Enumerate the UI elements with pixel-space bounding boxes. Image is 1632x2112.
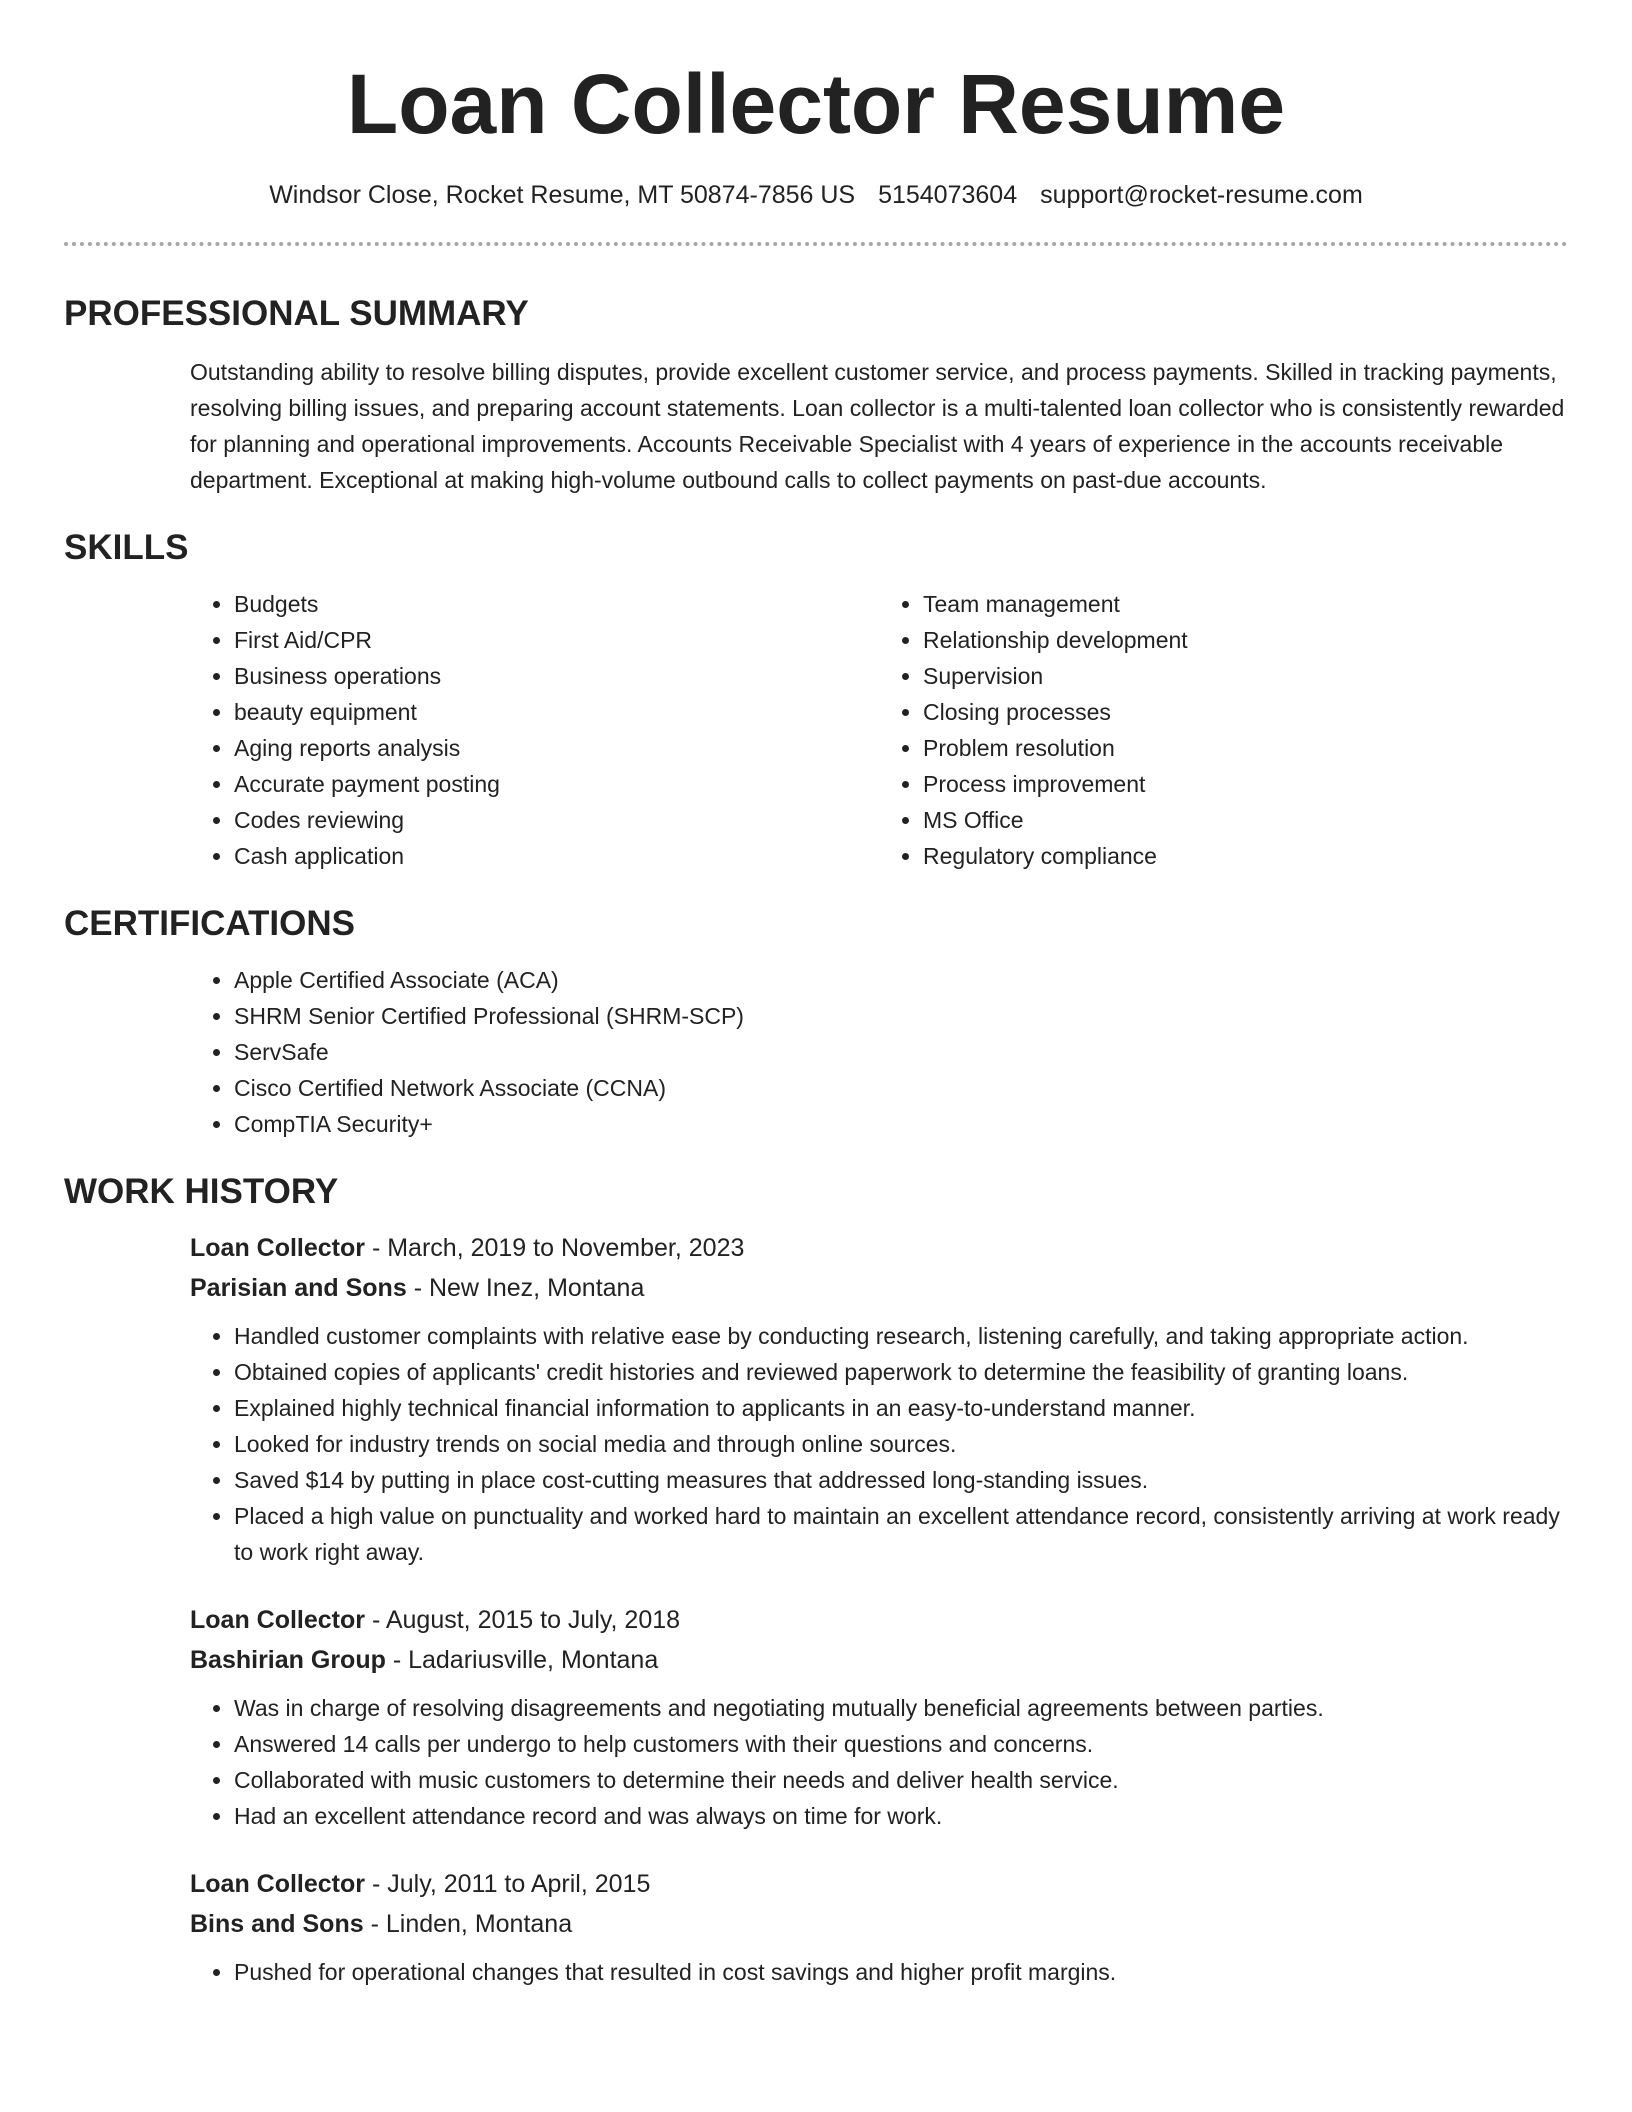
skills-heading: SKILLS bbox=[64, 528, 189, 567]
job-bullets bbox=[190, 1690, 1568, 1834]
skill-item: • Codes reviewing bbox=[234, 802, 879, 838]
skills-section bbox=[190, 586, 1568, 874]
certifications-list bbox=[190, 962, 1568, 1142]
job-bullets bbox=[190, 1954, 1568, 1990]
certifications-heading: CERTIFICATIONS bbox=[64, 904, 356, 943]
contact-phone: 5154073604 bbox=[878, 181, 1018, 209]
certification-item: • SHRM Senior Certified Professional (SHRM-SCP) bbox=[234, 998, 1568, 1034]
job-title: Loan Collector bbox=[190, 1234, 366, 1262]
certification-item: • CompTIA Security+ bbox=[234, 1106, 1568, 1142]
job-bullet: • Saved $14 by putting in place cost-cutting measures that addressed long-standing issues. bbox=[234, 1462, 1568, 1498]
contact-address: Windsor Close, Rocket Resume, MT 50874-7856 US bbox=[269, 181, 856, 209]
job-company: Bashirian Group bbox=[190, 1646, 386, 1674]
skill-item: • Process improvement bbox=[923, 766, 1568, 802]
job-bullet: • Placed a high value on punctuality and worked hard to maintain an excellent attendance record, consistently arriving at work ready to work right away. bbox=[234, 1498, 1568, 1570]
skill-item: • First Aid/CPR bbox=[234, 622, 879, 658]
job-bullet: • Handled customer complaints with relative ease by conducting research, listening carefully, and taking appropriate action. bbox=[234, 1318, 1568, 1354]
skill-item: • Relationship development bbox=[923, 622, 1568, 658]
job-entry bbox=[190, 1600, 1568, 1834]
contact-email: support@rocket-resume.com bbox=[1040, 181, 1363, 209]
job-bullet: • Explained highly technical financial information to applicants in an easy-to-understand manner. bbox=[234, 1390, 1568, 1426]
job-bullet: • Collaborated with music customers to determine their needs and deliver health service. bbox=[234, 1762, 1568, 1798]
job-location: - Linden, Montana bbox=[363, 1910, 573, 1938]
job-bullet: • Pushed for operational changes that resulted in cost savings and higher profit margins. bbox=[234, 1954, 1568, 1990]
job-company-line bbox=[190, 1268, 1568, 1308]
resume-title: Loan Collector Resume bbox=[346, 57, 1286, 151]
skill-item: • Regulatory compliance bbox=[923, 838, 1568, 874]
job-title-line bbox=[190, 1228, 1568, 1268]
job-bullet: • Answered 14 calls per undergo to help customers with their questions and concerns. bbox=[234, 1726, 1568, 1762]
resume-page bbox=[64, 0, 1568, 2020]
skill-item: • Problem resolution bbox=[923, 730, 1568, 766]
skill-item: • beauty equipment bbox=[234, 694, 879, 730]
summary-text: Outstanding ability to resolve billing disputes, provide excellent customer service, and process payments. Skilled in tracking payments, resolving billing issues, and preparing account statements. Loan collector is a multi-talented loan collector who is consistently rewarded for planning and operational improvements. Accounts Receivable Specialist with 4 years of experience in the accounts receivable department. Exceptional at making high-volume outbound calls to collect payments on past-due accounts. bbox=[190, 359, 1565, 493]
header-divider bbox=[64, 242, 1568, 246]
job-bullet: • Had an excellent attendance record and was always on time for work. bbox=[234, 1798, 1568, 1834]
work-heading: WORK HISTORY bbox=[64, 1172, 339, 1211]
job-bullet: • Was in charge of resolving disagreements and negotiating mutually beneficial agreements between parties. bbox=[234, 1690, 1568, 1726]
summary-heading: PROFESSIONAL SUMMARY bbox=[64, 294, 529, 333]
job-entry bbox=[190, 1864, 1568, 1990]
job-title: Loan Collector bbox=[190, 1606, 366, 1634]
job-title-line bbox=[190, 1864, 1568, 1904]
certifications-section bbox=[190, 962, 1568, 1142]
job-company: Parisian and Sons bbox=[190, 1274, 407, 1302]
job-title-line bbox=[190, 1600, 1568, 1640]
job-location: - Ladariusville, Montana bbox=[385, 1646, 659, 1674]
skill-item: • Accurate payment posting bbox=[234, 766, 879, 802]
job-title: Loan Collector bbox=[190, 1870, 366, 1898]
certification-item: • Apple Certified Associate (ACA) bbox=[234, 962, 1568, 998]
skill-item: • Aging reports analysis bbox=[234, 730, 879, 766]
job-company-line bbox=[190, 1640, 1568, 1680]
skill-item: • Business operations bbox=[234, 658, 879, 694]
skill-item: • Team management bbox=[923, 586, 1568, 622]
job-dates: - July, 2011 to April, 2015 bbox=[365, 1870, 651, 1898]
contact-line bbox=[64, 178, 1568, 212]
skill-item: • MS Office bbox=[923, 802, 1568, 838]
skill-item: • Budgets bbox=[234, 586, 879, 622]
skills-list-left bbox=[190, 586, 879, 874]
job-company-line bbox=[190, 1904, 1568, 1944]
job-bullets bbox=[190, 1318, 1568, 1570]
job-dates: - March, 2019 to November, 2023 bbox=[365, 1234, 745, 1262]
skill-item: • Supervision bbox=[923, 658, 1568, 694]
skill-item: • Cash application bbox=[234, 838, 879, 874]
job-entry bbox=[190, 1228, 1568, 1570]
job-bullet: • Obtained copies of applicants' credit histories and reviewed paperwork to determine the feasibility of granting loans. bbox=[234, 1354, 1568, 1390]
work-section bbox=[190, 1228, 1568, 1990]
job-company: Bins and Sons bbox=[190, 1910, 364, 1938]
certification-item: • ServSafe bbox=[234, 1034, 1568, 1070]
certification-item: • Cisco Certified Network Associate (CCNA) bbox=[234, 1070, 1568, 1106]
job-dates: - August, 2015 to July, 2018 bbox=[365, 1606, 681, 1634]
job-location: - New Inez, Montana bbox=[406, 1274, 645, 1302]
summary-section bbox=[190, 354, 1568, 498]
job-bullet: • Looked for industry trends on social media and through online sources. bbox=[234, 1426, 1568, 1462]
skills-list-right bbox=[879, 586, 1568, 874]
skill-item: • Closing processes bbox=[923, 694, 1568, 730]
